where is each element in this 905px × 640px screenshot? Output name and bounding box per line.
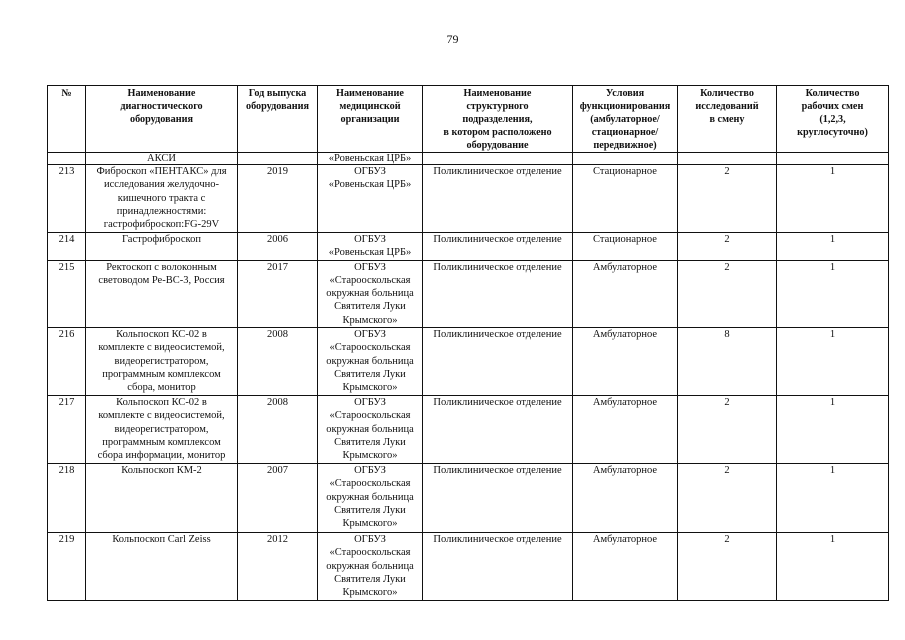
cell-org: ОГБУЗ «Старооскольская окружная больница Святителя Луки Крымского» — [318, 464, 423, 533]
cell-unit — [423, 153, 573, 165]
table-row — [48, 165, 889, 233]
header-unit: Наименование структурного подразделения, в котором расположено оборудование — [423, 86, 573, 153]
cell-year: 2008 — [238, 396, 318, 464]
cell-shifts: 1 — [777, 396, 889, 464]
cell-year: 2017 — [238, 260, 318, 327]
header-exam-count: Количество исследований в смену — [678, 86, 777, 153]
cell-org: ОГБУЗ «Старооскольская окружная больница Святителя Луки Крымского» — [318, 260, 423, 327]
header-num: № — [48, 86, 86, 153]
header-organization: Наименование медицинской организации — [318, 86, 423, 153]
table-row — [48, 328, 889, 396]
cell-org: ОГБУЗ «Старооскольская окружная больница Святителя Луки Крымского» — [318, 533, 423, 600]
cell-year: 2012 — [238, 533, 318, 600]
cell-unit: Поликлиническое отделение — [423, 328, 573, 396]
cell-count: 2 — [678, 533, 777, 600]
cell-name: Кольпоскоп КМ-2 — [86, 464, 238, 533]
cell-num: 219 — [48, 533, 86, 600]
cell-cond: Амбулаторное — [573, 533, 678, 600]
cell-count: 2 — [678, 233, 777, 261]
cell-org: ОГБУЗ «Ровеньская ЦРБ» — [318, 165, 423, 233]
cell-year — [238, 153, 318, 165]
cell-cond: Стационарное — [573, 165, 678, 233]
table-row — [48, 533, 889, 600]
cell-year: 2006 — [238, 233, 318, 261]
cell-name: АКСИ — [86, 153, 238, 165]
cell-unit: Поликлиническое отделение — [423, 233, 573, 261]
cell-unit: Поликлиническое отделение — [423, 464, 573, 533]
cell-count: 2 — [678, 165, 777, 233]
table-row — [48, 233, 889, 261]
cell-num: 214 — [48, 233, 86, 261]
header-equipment-name: Наименование диагностического оборудования — [86, 86, 238, 153]
page-number: 79 — [446, 32, 459, 46]
cell-name: Гастрофиброскоп — [86, 233, 238, 261]
cell-shifts: 1 — [777, 165, 889, 233]
cell-count: 2 — [678, 396, 777, 464]
header-year: Год выпуска оборудования — [238, 86, 318, 153]
cell-num — [48, 153, 86, 165]
cell-name: Кольпоскоп Carl Zeiss — [86, 533, 238, 600]
cell-shifts: 1 — [777, 328, 889, 396]
cell-org: ОГБУЗ «Старооскольская окружная больница Святителя Луки Крымского» — [318, 328, 423, 396]
cell-count — [678, 153, 777, 165]
cell-cond: Амбулаторное — [573, 464, 678, 533]
cell-name: Фиброскоп «ПЕНТАКС» для исследования желудочно- кишечного тракта с принадлежностями: гастрофиброскоп:FG-29V — [86, 165, 238, 233]
cell-year: 2007 — [238, 464, 318, 533]
cell-shifts: 1 — [777, 533, 889, 600]
cell-num: 218 — [48, 464, 86, 533]
cell-year: 2019 — [238, 165, 318, 233]
cell-num: 216 — [48, 328, 86, 396]
cell-org: ОГБУЗ «Старооскольская окружная больница Святителя Луки Крымского» — [318, 396, 423, 464]
table-row — [48, 260, 889, 327]
cell-cond — [573, 153, 678, 165]
equipment-table — [47, 85, 889, 601]
cell-num: 217 — [48, 396, 86, 464]
cell-org: ОГБУЗ «Ровеньская ЦРБ» — [318, 233, 423, 261]
cell-unit: Поликлиническое отделение — [423, 165, 573, 233]
header-shifts: Количество рабочих смен (1,2,3, круглосуточно) — [777, 86, 889, 153]
cell-name: Ректоскоп с волоконным световодом Ре-ВС-3, Россия — [86, 260, 238, 327]
cell-shifts: 1 — [777, 464, 889, 533]
cell-cond: Стационарное — [573, 233, 678, 261]
cell-count: 2 — [678, 260, 777, 327]
cell-num: 213 — [48, 165, 86, 233]
cell-shifts: 1 — [777, 260, 889, 327]
table-row-subheader — [48, 153, 889, 165]
cell-count: 2 — [678, 464, 777, 533]
cell-name: Кольпоскоп КС-02 в комплекте с видеосистемой, видеорегистратором, программным комплексом сбора, монитор — [86, 328, 238, 396]
cell-count: 8 — [678, 328, 777, 396]
table-row — [48, 396, 889, 464]
cell-unit: Поликлиническое отделение — [423, 533, 573, 600]
table-row — [48, 464, 889, 533]
cell-cond: Амбулаторное — [573, 328, 678, 396]
cell-shifts: 1 — [777, 233, 889, 261]
cell-org: «Ровеньская ЦРБ» — [318, 153, 423, 165]
cell-cond: Амбулаторное — [573, 396, 678, 464]
header-row — [48, 86, 889, 153]
cell-shifts — [777, 153, 889, 165]
cell-num: 215 — [48, 260, 86, 327]
header-conditions: Условия функционирования (амбулаторное/ стационарное/ передвижное) — [573, 86, 678, 153]
cell-cond: Амбулаторное — [573, 260, 678, 327]
cell-unit: Поликлиническое отделение — [423, 260, 573, 327]
cell-year: 2008 — [238, 328, 318, 396]
cell-unit: Поликлиническое отделение — [423, 396, 573, 464]
cell-name: Кольпоскоп КС-02 в комплекте с видеосистемой, видеорегистратором, программным комплексом сбора информации, монитор — [86, 396, 238, 464]
